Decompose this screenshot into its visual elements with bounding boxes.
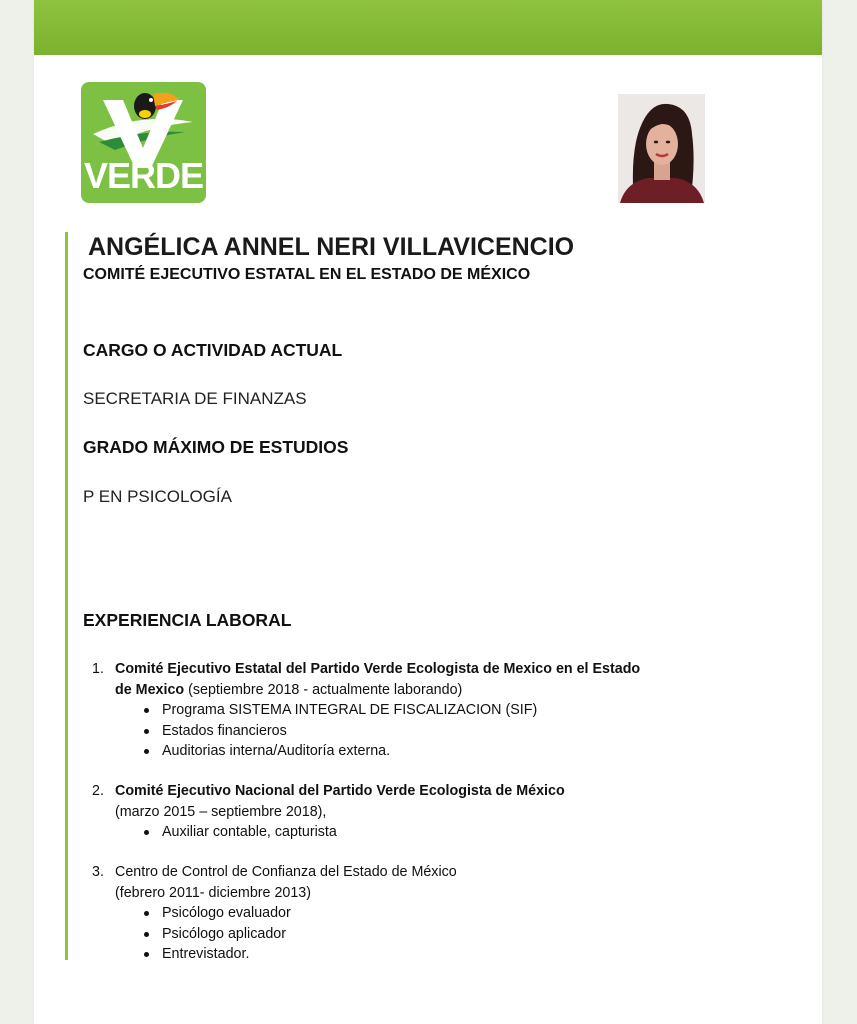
experiencia-heading: EXPERIENCIA LABORAL xyxy=(83,610,292,630)
cargo-heading: CARGO O ACTIVIDAD ACTUAL xyxy=(83,340,343,360)
person-name: ANGÉLICA ANNEL NERI VILLAVICENCIO xyxy=(88,233,575,261)
estudios-heading: GRADO MÁXIMO DE ESTUDIOS xyxy=(83,437,349,457)
experience-org: Comité Ejecutivo Nacional del Partido Verde Ecologista de México xyxy=(115,783,565,799)
list-item: Auxiliar contable, capturista xyxy=(142,822,732,843)
experience-item-3 xyxy=(92,862,732,965)
verde-party-logo xyxy=(81,82,206,203)
green-accent-line xyxy=(65,232,68,960)
logo-text: VERDE xyxy=(83,155,204,196)
green-header-bar xyxy=(34,0,822,55)
experience-number: 2. xyxy=(92,783,104,799)
list-item: Auditorias interna/Auditoría externa. xyxy=(142,741,732,762)
experience-item-1 xyxy=(92,659,732,762)
portrait-image xyxy=(618,94,705,203)
profile-photo xyxy=(618,94,705,203)
experience-org: Centro de Control de Confianza del Estado de México xyxy=(115,864,457,880)
list-item: Programa SISTEMA INTEGRAL DE FISCALIZACION (SIF) xyxy=(142,700,732,721)
experience-period: (febrero 2011- diciembre 2013) xyxy=(115,884,312,901)
experience-duties xyxy=(92,700,732,762)
experience-period: (septiembre 2018 - actualmente laborando) xyxy=(188,681,463,698)
estudios-value: P EN PSICOLOGÍA xyxy=(83,487,232,506)
experience-org-cont: de Mexico xyxy=(115,681,185,698)
experience-org: Comité Ejecutivo Estatal del Partido Verde Ecologista de Mexico en el Estado xyxy=(115,661,641,677)
experience-period: (marzo 2015 – septiembre 2018), xyxy=(115,803,327,820)
list-item: Estados financieros xyxy=(142,721,732,742)
experience-item-2 xyxy=(92,781,732,843)
list-item: Psicólogo evaluador xyxy=(142,903,732,924)
cargo-value: SECRETARIA DE FINANZAS xyxy=(83,389,307,408)
experience-number: 3. xyxy=(92,864,104,880)
document-page xyxy=(34,0,822,1024)
list-item: Entrevistador. xyxy=(142,944,732,965)
experience-duties xyxy=(92,822,732,843)
experience-duties xyxy=(92,903,732,965)
experience-number: 1. xyxy=(92,661,104,677)
list-item: Psicólogo aplicador xyxy=(142,924,732,945)
committee-title: COMITÉ EJECUTIVO ESTATAL EN EL ESTADO DE MÉXICO xyxy=(83,266,531,283)
